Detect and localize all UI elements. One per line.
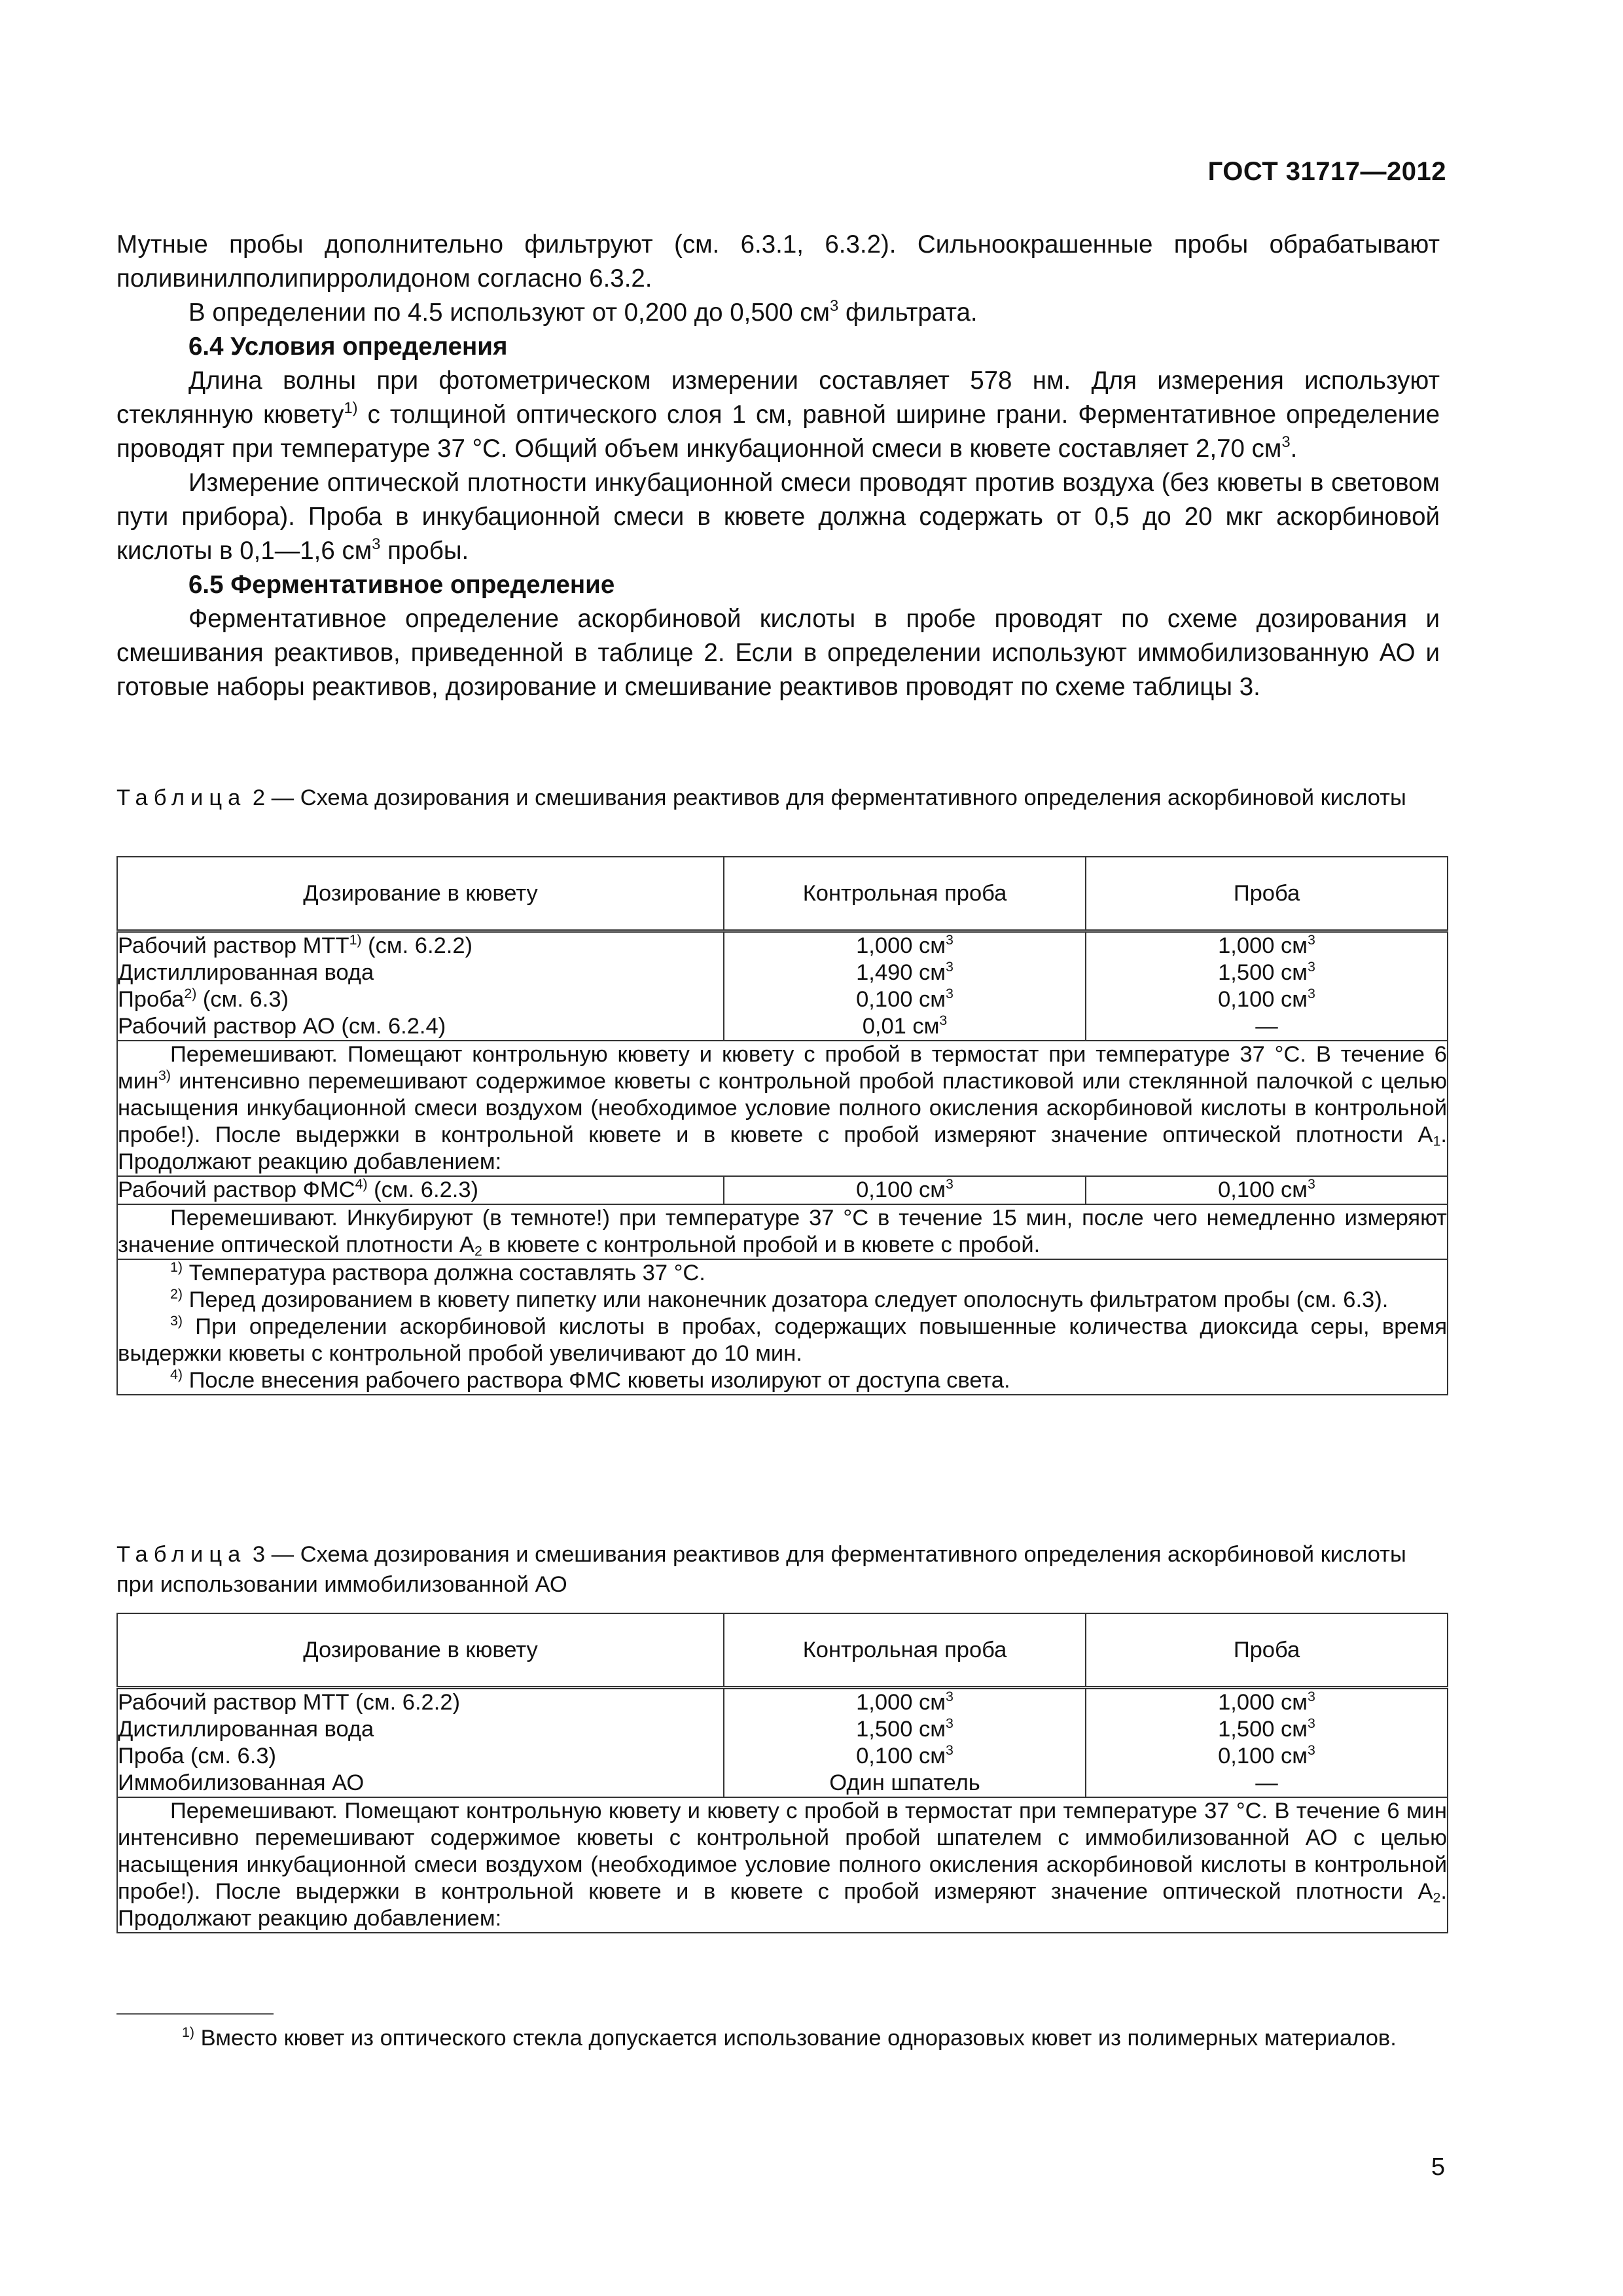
reagent-name: Дистиллированная вода: [118, 1717, 374, 1742]
page-number: 5: [1431, 2153, 1445, 2181]
reagent-name: Рабочий раствор МТТ$^{1)}$ (см. 6.2.2): [118, 931, 473, 958]
table-footnotes-row: [117, 1259, 1448, 1395]
caption-text: 2 — Схема дозирования и смешивания реактивов для ферментативного определения аскорбиновой кислоты: [246, 785, 1406, 810]
amount-value: 1,000 $см^3$: [1218, 931, 1315, 958]
paragraph-text: фильтрата.: [838, 298, 978, 327]
instruction-cell: Перемешивают. Помещают контрольную кювету и кювету с пробой в термостат при температуре 37 °С. В течение 6 мин$^{3)}$ интенсивно перемешивают содержимое кюветы с контрольной пробой пластиковой или стеклянной палочкой с целью насыщения инкубационной смеси воздухом (необходимое условие полного окисления аскорбиновой кислоты в контрольной пробе!). После выдержки в контрольной кювете и в кювете с пробой измеряют значение оптической плотности $А_1$. Продолжают реакцию добавлением:: [117, 1041, 1448, 1176]
instruction-row: [117, 1041, 1448, 1176]
table-footnote: $^{4)}$ После внесения рабочего раствора ФМС кюветы изолируют от доступа света.: [170, 1366, 1010, 1393]
amount-value: 1,000 $см^3$: [856, 931, 954, 958]
amount-value: Один шпатель: [829, 1770, 980, 1795]
amount-value: 1,000 $см^3$: [856, 1688, 954, 1715]
table-header-row: [117, 1613, 1448, 1688]
reagent-name: Дистиллированная вода: [118, 960, 374, 985]
reagent-names-cell: [117, 931, 724, 1041]
table-footnote: $^{2)}$ Перед дозированием в кювету пипетку или наконечник дозатора следует ополоснуть фильтратом пробы (см. 6.3).: [170, 1285, 1389, 1312]
amount-value: 0,100 $см^3$: [856, 985, 954, 1012]
amount-value: 1,500 $см^3$: [1218, 1715, 1315, 1742]
paragraph-text: с толщиной оптического слоя 1 см, равной ширине грани. Ферментативное определение проводят при температуре 37 °С. Общий объем инкубационной смеси в кювете составляет 2,70 см: [116, 401, 1440, 463]
column-header: Проба: [1086, 1613, 1448, 1688]
reagent-name: Проба$^{2)}$ (см. 6.3): [118, 985, 289, 1012]
table-footnote: $^{3)}$ При определении аскорбиновой кислоты в пробах, содержащих повышенные количества диоксида серы, время выдержки кюветы с контрольной пробой увеличивают до 10 мин.: [118, 1312, 1447, 1366]
paragraph-text: Ферментативное определение аскорбиновой кислоты в пробе проводят по схеме дозирования и смешивания реактивов, приведенной в таблице 2. Если в определении используют иммобилизованную АО и готовые наборы реактивов, дозирование и смешивание реактивов проводят по схеме таблицы 3.: [116, 605, 1440, 701]
column-header: Контрольная проба: [724, 857, 1086, 931]
amount-value: 0,01 $см^3$: [862, 1012, 948, 1039]
column-header: Контрольная проба: [724, 1613, 1086, 1688]
paragraph: [116, 466, 1440, 568]
paragraph: [116, 228, 1440, 296]
reagent-names-cell: [117, 1688, 724, 1798]
reagent-name: Рабочий раствор МТТ (см. 6.2.2): [118, 1690, 460, 1715]
paragraph-text: Мутные пробы дополнительно фильтруют (см. 6.3.1, 6.3.2). Сильноокрашенные пробы обрабатывают поливинилполипирролидоном согласно 6.3.2.: [116, 230, 1440, 293]
table-2-caption: [116, 783, 1445, 813]
column-header: Дозирование в кювету: [117, 857, 724, 931]
paragraph: [116, 296, 1440, 330]
instruction-cell: Перемешивают. Инкубируют (в темноте!) при температуре 37 °С в течение 15 мин, после чего немедленно измеряют значение оптической плотности $А_2$ в кювете с контрольной пробой и в кювете с пробой.: [118, 1206, 1447, 1259]
amount-value: —: [1255, 1014, 1278, 1039]
caption-text: 3 — Схема дозирования и смешивания реактивов для ферментативного определения аскорбиновой кислоты при использовании иммобилизованной АО: [116, 1542, 1406, 1597]
table-3: [116, 1613, 1448, 1933]
sample-amounts-cell: [1086, 931, 1448, 1041]
instruction-row: [117, 1797, 1448, 1933]
amount-value: 0,100 $см^3$: [1218, 1742, 1315, 1768]
table-header-row: [117, 857, 1448, 931]
amount-value: 1,490 $см^3$: [856, 958, 954, 985]
paragraph: [116, 364, 1440, 466]
table-3-caption: [116, 1539, 1445, 1600]
reagents-row: [117, 1176, 1448, 1204]
footnote-text: Вместо кювет из оптического стекла допускается использование одноразовых кювет из полимерных материалов.: [194, 2026, 1397, 2051]
reagents-row: [117, 931, 1448, 1041]
section-heading-6-5: 6.5 Ферментативное определение: [188, 571, 615, 599]
paragraph-text: .: [1290, 435, 1298, 463]
amount-value: 1,500 $см^3$: [1218, 958, 1315, 985]
table-2: [116, 856, 1448, 1395]
amount-value: 0,100 $см^3$: [1218, 985, 1315, 1012]
body-text: [116, 228, 1440, 704]
table-footnotes-cell: [117, 1259, 1448, 1395]
caption-label: Таблица: [116, 785, 247, 810]
paragraph: [116, 602, 1440, 704]
reagent-name: Проба (см. 6.3): [118, 1744, 276, 1768]
footnote-divider: [116, 2013, 274, 2015]
reagent-names-cell: Рабочий раствор ФМС$^{4)}$ (см. 6.2.3): [117, 1176, 724, 1204]
column-header: Проба: [1086, 857, 1448, 931]
paragraph-text: В определении по 4.5 используют от 0,200 до 0,500 см: [188, 298, 830, 327]
amount-value: 1,000 $см^3$: [1218, 1688, 1315, 1715]
sample-amounts-cell: [1086, 1688, 1448, 1798]
amount-value: —: [1255, 1770, 1278, 1795]
paragraph-text: пробы.: [380, 537, 469, 565]
reagent-name: Рабочий раствор АО (см. 6.2.4): [118, 1014, 446, 1039]
paragraph-text: Длина волны при фотометрическом измерении составляет 578 нм. Для измерения используют стеклянную кювету: [116, 367, 1440, 429]
section-heading-6-4: 6.4 Условия определения: [188, 332, 508, 361]
document-code: ГОСТ 31717—2012: [1207, 157, 1446, 186]
caption-label: Таблица: [116, 1542, 247, 1567]
footnote-ref[interactable]: 1): [344, 399, 358, 418]
control-amounts-cell: [724, 1688, 1086, 1798]
amount-value: 1,500 $см^3$: [856, 1715, 954, 1742]
table-footnote: $^{1)}$ Температура раствора должна составлять 37 °С.: [170, 1259, 705, 1285]
reagents-row: [117, 1688, 1448, 1798]
control-amounts-cell: [724, 931, 1086, 1041]
amount-value: 0,100 $см^3$: [856, 1742, 954, 1768]
reagent-name: Иммобилизованная АО: [118, 1770, 365, 1795]
superscript: 3: [830, 297, 839, 315]
paragraph-text: Измерение оптической плотности инкубационной смеси проводят против воздуха (без кюветы в световом пути прибора). Проба в инкубационной смеси в кювете должна содержать от 0,5 до 20 мкг аскорбиновой кислоты в 0,1—1,6 см: [116, 469, 1440, 565]
sample-amounts-cell: 0,100 $см^3$: [1086, 1176, 1448, 1204]
superscript: 3: [372, 535, 381, 554]
page-footnote: [116, 2022, 1445, 2054]
column-header: Дозирование в кювету: [117, 1613, 724, 1688]
control-amounts-cell: 0,100 $см^3$: [724, 1176, 1086, 1204]
instruction-row: [117, 1204, 1448, 1259]
footnote-mark: 1): [182, 2024, 195, 2040]
superscript: 3: [1281, 433, 1291, 452]
instruction-cell: Перемешивают. Помещают контрольную кювету и кювету с пробой в термостат при температуре 37 °С. В течение 6 мин интенсивно перемешивают содержимое кюветы с контрольной пробой шпателем с иммобилизованной АО с целью насыщения инкубационной смеси воздухом (необходимое условие полного окисления аскорбиновой кислоты в контрольной пробе!). После выдержки в контрольной кювете и в кювете с пробой измеряют значение оптической плотности $А_2$. Продолжают реакцию добавлением:: [117, 1797, 1448, 1933]
